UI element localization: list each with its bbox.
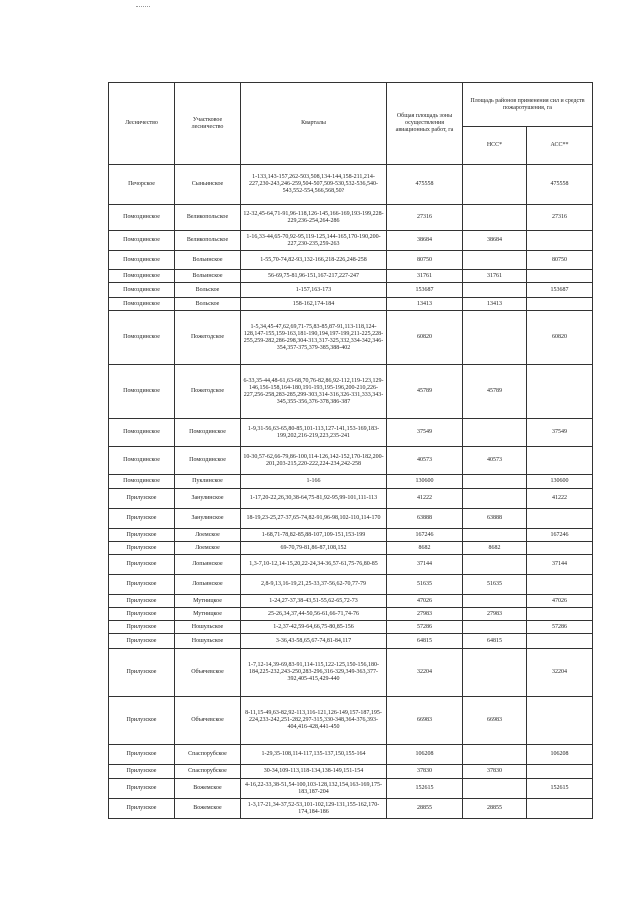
cell-forestry: Прилузское xyxy=(109,621,175,634)
cell-ass xyxy=(527,447,593,475)
cell-district: Помоздинское xyxy=(175,447,241,475)
cell-ass: 80750 xyxy=(527,251,593,270)
cell-quarters: 1-68,71-78,82-85,88-107,109-151,153-199 xyxy=(241,529,387,542)
cell-quarters: 12-32,45-64,71-91,96-118,126-145,166-169,193-199,228-229,236-254,264-286 xyxy=(241,205,387,231)
cell-forestry: Прилузское xyxy=(109,509,175,529)
cell-area: 37144 xyxy=(387,555,463,575)
cell-district: Великопольское xyxy=(175,205,241,231)
table-row xyxy=(109,298,593,311)
cell-district: Пожегодское xyxy=(175,311,241,365)
cell-nss xyxy=(463,165,527,205)
cell-district: Вольинское xyxy=(175,251,241,270)
cell-quarters: 30-34,109-113,118-134,138-149,151-154 xyxy=(241,765,387,779)
cell-district: Сыньинское xyxy=(175,165,241,205)
cell-nss xyxy=(463,283,527,298)
table-row xyxy=(109,365,593,419)
cell-ass: 27316 xyxy=(527,205,593,231)
cell-forestry: Прилузское xyxy=(109,575,175,595)
cell-district: Вольинское xyxy=(175,270,241,283)
cell-quarters: 25-26,34,37,44-50,56-61,66-71,74-76 xyxy=(241,608,387,621)
table-row xyxy=(109,745,593,765)
cell-quarters: 1-2,37-42,59-64,66,75-80,85-156 xyxy=(241,621,387,634)
cell-forestry: Прилузское xyxy=(109,765,175,779)
cell-district: Пожегодское xyxy=(175,365,241,419)
header-ass: АСС** xyxy=(527,127,593,165)
cell-quarters: 3-36,43-58,65,67-74,81-84,117 xyxy=(241,634,387,649)
cell-quarters: 1,3-7,10-12,14-15,20,22-24,34-36,57-61,75-76,80-85 xyxy=(241,555,387,575)
cell-forestry: Прилузское xyxy=(109,489,175,509)
table-row xyxy=(109,634,593,649)
table-row xyxy=(109,475,593,489)
cell-nss xyxy=(463,475,527,489)
cell-forestry: Прилузское xyxy=(109,697,175,745)
cell-ass: 475558 xyxy=(527,165,593,205)
cell-nss: 40573 xyxy=(463,447,527,475)
cell-nss: 63888 xyxy=(463,509,527,529)
cell-forestry: Прилузское xyxy=(109,608,175,621)
cell-district: Спаспорубское xyxy=(175,765,241,779)
cell-forestry: Прилузское xyxy=(109,745,175,765)
cell-area: 60820 xyxy=(387,311,463,365)
table-row xyxy=(109,311,593,365)
table-row xyxy=(109,447,593,475)
cell-nss xyxy=(463,555,527,575)
cell-forestry: Печорское xyxy=(109,165,175,205)
cell-forestry: Помоздинское xyxy=(109,475,175,489)
cell-quarters: 10-30,57-62,66-79,86-100,114-126,142-152,170-182,200-201,203-215,220-222,224-234,242-258 xyxy=(241,447,387,475)
table-row xyxy=(109,419,593,447)
cell-nss: 64815 xyxy=(463,634,527,649)
cell-forestry: Помоздинское xyxy=(109,298,175,311)
cell-area: 66983 xyxy=(387,697,463,745)
cell-nss xyxy=(463,205,527,231)
cell-nss: 45789 xyxy=(463,365,527,419)
cell-ass: 47026 xyxy=(527,595,593,608)
cell-forestry: Прилузское xyxy=(109,555,175,575)
cell-forestry: Прилузское xyxy=(109,799,175,819)
cell-area: 27316 xyxy=(387,205,463,231)
cell-quarters: 1-7,12-14,39-69,83-91,114-115,122-125,150-156,180-184,225-232,243-250,283-296,316-329,349-363,377-392,405-415,429-440 xyxy=(241,649,387,697)
cell-area: 130600 xyxy=(387,475,463,489)
cell-nss: 27983 xyxy=(463,608,527,621)
cell-forestry: Помоздинское xyxy=(109,251,175,270)
cell-nss xyxy=(463,779,527,799)
cell-quarters: 1-24,27-37,38-43,51-55,62-65,72-73 xyxy=(241,595,387,608)
cell-quarters: 1-9,31-56,63-65,80-85,101-113,127-141,153-169,183-199,202,216-219,223,235-241 xyxy=(241,419,387,447)
cell-area: 51635 xyxy=(387,575,463,595)
cell-area: 152615 xyxy=(387,779,463,799)
cell-area: 57286 xyxy=(387,621,463,634)
cell-forestry: Помоздинское xyxy=(109,419,175,447)
cell-district: Вольское xyxy=(175,283,241,298)
cell-forestry: Прилузское xyxy=(109,634,175,649)
cell-area: 47026 xyxy=(387,595,463,608)
cell-quarters: 4-16,22-33,38-51,54-100,103-128,132,154,163-169,175-183,187-204 xyxy=(241,779,387,799)
cell-quarters: 1-16,33-44,65-70,92-95,119-125,144-165,170-190,200-227,230-235,259-263 xyxy=(241,231,387,251)
cell-district: Объячевское xyxy=(175,697,241,745)
cell-quarters: 1-166 xyxy=(241,475,387,489)
table-row xyxy=(109,251,593,270)
scan-artifact xyxy=(136,6,150,7)
header-quarters: Кварталы xyxy=(241,83,387,165)
cell-forestry: Прилузское xyxy=(109,595,175,608)
cell-district: Объячевское xyxy=(175,649,241,697)
cell-nss: 37830 xyxy=(463,765,527,779)
cell-quarters: 69-70,79-81,86-87,108,152 xyxy=(241,542,387,555)
cell-nss xyxy=(463,489,527,509)
cell-area: 64815 xyxy=(387,634,463,649)
cell-quarters: 1-157,163-173 xyxy=(241,283,387,298)
cell-area: 27983 xyxy=(387,608,463,621)
cell-area: 38684 xyxy=(387,231,463,251)
cell-ass xyxy=(527,799,593,819)
cell-quarters: 1-29,35-108,114-117,135-137,150,155-164 xyxy=(241,745,387,765)
cell-quarters: 6-33,35-44,48-61,63-68,70,76-82,86,92-112,119-123,129-146,156-158,164-180,191-193,195-196,200-210,226-227,256-258,283-285,299-303,314-316,326-331,333,343-345,355-356,376-378,386-387 xyxy=(241,365,387,419)
cell-quarters: 1-5,34,45-47,62,69,71-75,83-85,87-91,113-118,124-128,147-155,159-163,181-190,194,197-199,211-225,228-255,259-282,286-298,304-313,317-325,332,334-342,346-354,357-375,379-385,388-402 xyxy=(241,311,387,365)
cell-area: 80750 xyxy=(387,251,463,270)
header-total-area: Общая площадь зоны осуществления авиационных работ, га xyxy=(387,83,463,165)
table-row xyxy=(109,595,593,608)
cell-district: Лопьинское xyxy=(175,575,241,595)
cell-ass xyxy=(527,509,593,529)
table-row xyxy=(109,529,593,542)
table-row xyxy=(109,270,593,283)
table-row xyxy=(109,608,593,621)
cell-forestry: Прилузское xyxy=(109,542,175,555)
cell-ass xyxy=(527,697,593,745)
cell-nss xyxy=(463,419,527,447)
cell-forestry: Помоздинское xyxy=(109,205,175,231)
cell-ass: 60820 xyxy=(527,311,593,365)
cell-area: 63888 xyxy=(387,509,463,529)
cell-ass: 130600 xyxy=(527,475,593,489)
cell-ass xyxy=(527,765,593,779)
cell-area: 31761 xyxy=(387,270,463,283)
cell-nss: 38684 xyxy=(463,231,527,251)
cell-area: 106208 xyxy=(387,745,463,765)
cell-ass xyxy=(527,365,593,419)
cell-area: 37830 xyxy=(387,765,463,779)
cell-area: 40573 xyxy=(387,447,463,475)
cell-nss: 13413 xyxy=(463,298,527,311)
cell-ass xyxy=(527,298,593,311)
cell-area: 167246 xyxy=(387,529,463,542)
table-row xyxy=(109,649,593,697)
cell-ass xyxy=(527,608,593,621)
cell-quarters: 158-162,174-184 xyxy=(241,298,387,311)
cell-forestry: Помоздинское xyxy=(109,311,175,365)
cell-ass xyxy=(527,270,593,283)
cell-district: Занулинское xyxy=(175,509,241,529)
cell-ass: 167246 xyxy=(527,529,593,542)
cell-district: Спаспорубское xyxy=(175,745,241,765)
cell-area: 41222 xyxy=(387,489,463,509)
cell-forestry: Прилузское xyxy=(109,529,175,542)
table-row xyxy=(109,509,593,529)
cell-nss xyxy=(463,649,527,697)
table-row xyxy=(109,575,593,595)
cell-ass: 57286 xyxy=(527,621,593,634)
cell-quarters: 8-11,15-49,63-82,92-113,116-121,126-149,157-187,195-224,233-242,251-282,297-315,330-348,364-376,393-404,416-428,441-450 xyxy=(241,697,387,745)
cell-area: 475558 xyxy=(387,165,463,205)
cell-nss xyxy=(463,595,527,608)
cell-quarters: 56-69,75-81,96-151,167-217,227-247 xyxy=(241,270,387,283)
table-row xyxy=(109,205,593,231)
cell-ass: 37144 xyxy=(527,555,593,575)
cell-district: Мутницкое xyxy=(175,595,241,608)
table-row xyxy=(109,779,593,799)
cell-nss xyxy=(463,529,527,542)
cell-forestry: Прилузское xyxy=(109,649,175,697)
cell-district: Пуклинское xyxy=(175,475,241,489)
header-forestry: Лесничество xyxy=(109,83,175,165)
cell-forestry: Помоздинское xyxy=(109,283,175,298)
cell-district: Занулинское xyxy=(175,489,241,509)
table-row xyxy=(109,765,593,779)
cell-forestry: Помоздинское xyxy=(109,447,175,475)
table-row xyxy=(109,697,593,745)
cell-area: 45789 xyxy=(387,365,463,419)
cell-ass xyxy=(527,231,593,251)
cell-area: 8682 xyxy=(387,542,463,555)
header-group: Площадь районов применения сил и средств пожаротушения, га xyxy=(463,83,593,127)
cell-district: Ношульское xyxy=(175,634,241,649)
cell-district: Лопьинское xyxy=(175,555,241,575)
cell-nss xyxy=(463,251,527,270)
cell-ass xyxy=(527,542,593,555)
cell-ass xyxy=(527,575,593,595)
cell-quarters: 1-55,70-74,82-93,132-166,218-226,248-258 xyxy=(241,251,387,270)
cell-quarters: 2,8-9,13,16-19,21,25-33,37-56,62-70,77-79 xyxy=(241,575,387,595)
cell-ass: 106208 xyxy=(527,745,593,765)
cell-district: Великопольское xyxy=(175,231,241,251)
cell-ass: 152615 xyxy=(527,779,593,799)
table-row xyxy=(109,283,593,298)
cell-nss: 51635 xyxy=(463,575,527,595)
cell-ass: 41222 xyxy=(527,489,593,509)
cell-ass xyxy=(527,634,593,649)
cell-area: 153687 xyxy=(387,283,463,298)
cell-ass: 32204 xyxy=(527,649,593,697)
cell-district: Вольское xyxy=(175,298,241,311)
cell-quarters: 18-19,23-25,27-37,65-74,82-91,96-98,102-110,114-170 xyxy=(241,509,387,529)
cell-district: Помоздинское xyxy=(175,419,241,447)
cell-area: 32204 xyxy=(387,649,463,697)
cell-forestry: Помоздинское xyxy=(109,270,175,283)
table-row xyxy=(109,621,593,634)
cell-quarters: 1-17,20-22,26,30,38-64,75-81,92-95,99-101,111-113 xyxy=(241,489,387,509)
cell-ass: 37549 xyxy=(527,419,593,447)
cell-area: 37549 xyxy=(387,419,463,447)
header-row-top xyxy=(109,83,593,127)
cell-nss xyxy=(463,621,527,634)
cell-quarters: 1-133,143-157,262-503,508,134-144,158-211,214-227,230-243,246-259,504-507,509-530,532-536,540-543,552-554,566,568,50? xyxy=(241,165,387,205)
table-row xyxy=(109,542,593,555)
cell-district: Лоемское xyxy=(175,529,241,542)
cell-quarters: 1-3,17-21,34-37,52-53,101-102,129-131,155-162,170-174,184-186 xyxy=(241,799,387,819)
cell-nss xyxy=(463,311,527,365)
table-row xyxy=(109,555,593,575)
cell-ass: 153687 xyxy=(527,283,593,298)
cell-district: Лоемское xyxy=(175,542,241,555)
cell-nss: 8682 xyxy=(463,542,527,555)
header-district: Участковое лесничество xyxy=(175,83,241,165)
table-row xyxy=(109,231,593,251)
cell-district: Вожемское xyxy=(175,779,241,799)
forestry-table xyxy=(108,82,593,819)
cell-forestry: Помоздинское xyxy=(109,231,175,251)
cell-area: 28855 xyxy=(387,799,463,819)
cell-area: 13413 xyxy=(387,298,463,311)
cell-nss: 66983 xyxy=(463,697,527,745)
header-nss: НСС* xyxy=(463,127,527,165)
cell-forestry: Прилузское xyxy=(109,779,175,799)
cell-nss: 31761 xyxy=(463,270,527,283)
table-row xyxy=(109,165,593,205)
cell-district: Ношульское xyxy=(175,621,241,634)
cell-forestry: Помоздинское xyxy=(109,365,175,419)
cell-district: Вожемское xyxy=(175,799,241,819)
table-row xyxy=(109,799,593,819)
cell-nss: 28855 xyxy=(463,799,527,819)
cell-nss xyxy=(463,745,527,765)
table-row xyxy=(109,489,593,509)
cell-district: Мутницкое xyxy=(175,608,241,621)
